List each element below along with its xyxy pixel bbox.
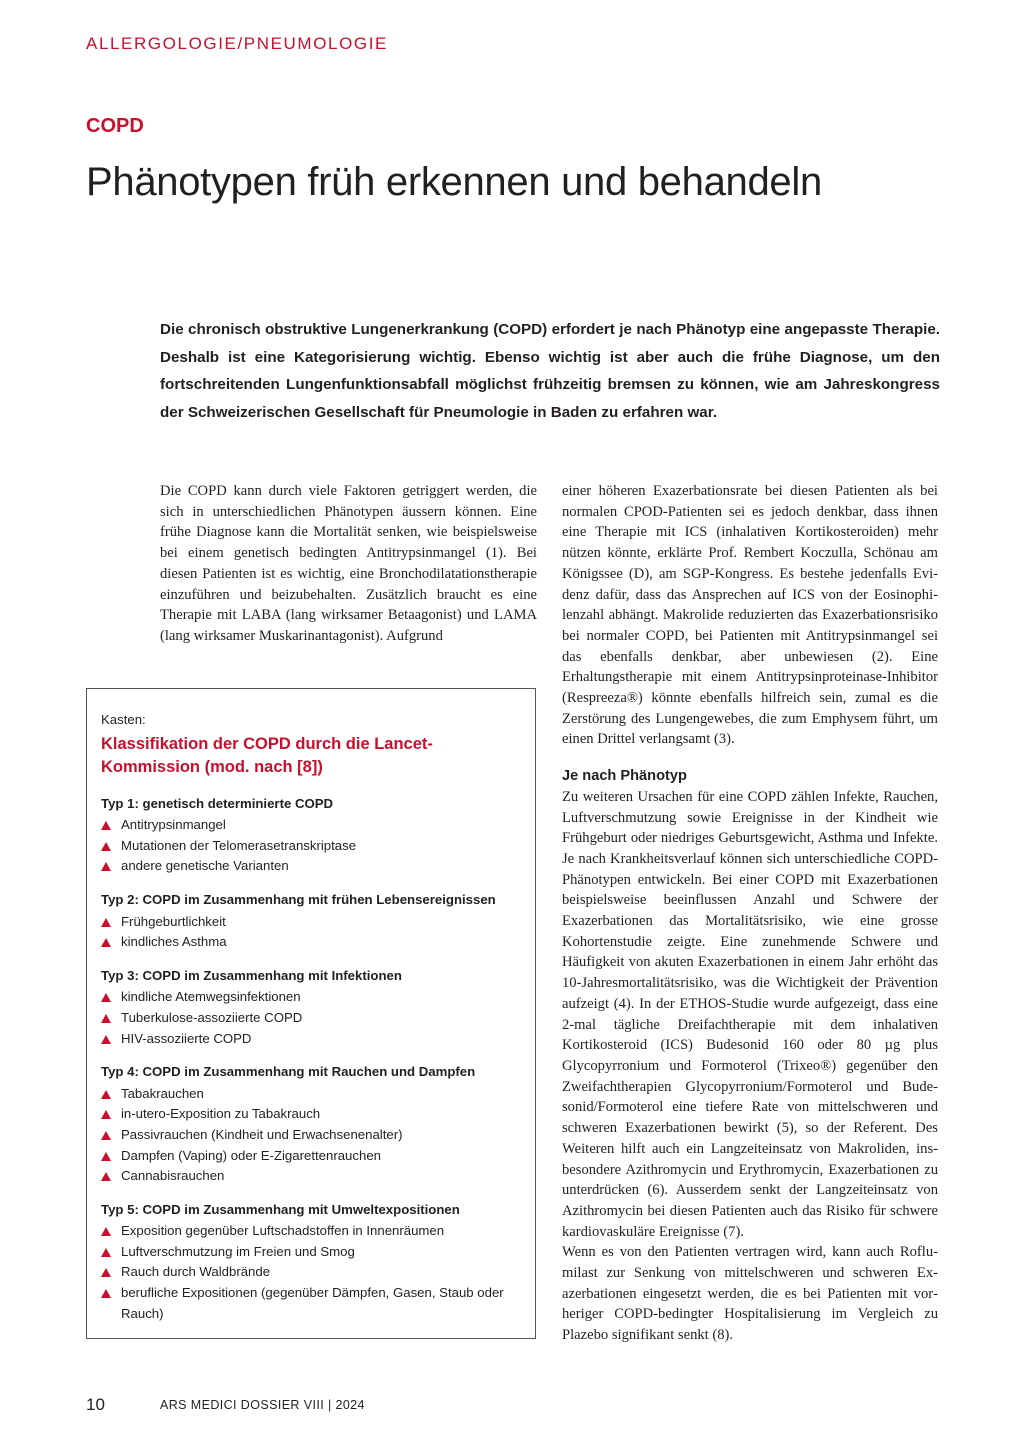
article-kicker: COPD xyxy=(86,115,144,137)
triangle-bullet-icon xyxy=(101,1014,111,1023)
triangle-bullet-icon xyxy=(101,1131,111,1140)
box-title: Klassifikation der COPD durch die Lancet-Kommission (mod. nach [8]) xyxy=(101,734,433,777)
list-item-text: in-utero-Exposition zu Tabakrauch xyxy=(121,1106,321,1122)
list-item xyxy=(101,932,521,953)
classification-group xyxy=(101,966,521,1049)
group-list xyxy=(101,987,521,1049)
classification-group xyxy=(101,794,521,877)
list-item-text: kindliche Atemwegsinfektionen xyxy=(121,989,301,1005)
body-column-1: Die COPD kann durch viele Faktoren getriggert werden, die sich in unterschiedlichen Phänotypen äussern können. Eine frühe Diagnose kann die Mortalität senken, wie beispielsweise bei einem genetisch bedingten Antitrypsinmangel (1). Bei diesen Patienten ist es wichtig, eine Bronchodilatationstherapie einzuführen und beizubehalten. Zusätzlich braucht es eine Therapie mit LABA (lang wirksamer Betaagonist) und LAMA (lang wirksamer Muskarinantagonist). Aufgrund xyxy=(160,483,537,644)
classification-group xyxy=(101,890,521,953)
classification-box xyxy=(86,688,536,1339)
list-item xyxy=(101,1104,521,1125)
list-item-text: Exposition gegenüber Luftschadstoffen in Innenräumen xyxy=(121,1223,445,1239)
triangle-bullet-icon xyxy=(101,918,111,927)
paragraph: Wenn es von den Patienten vertragen wird, kann auch Roflumilast zur Senkung von mittelschweren und schweren Exazerbationen eingesetzt werden, die es bei Patienten mit vorheriger COPD-bedingter Hospitalisierung im Vergleich zu Plazebo signifikant senkt (8). xyxy=(562,1244,938,1344)
group-list xyxy=(101,1084,521,1187)
triangle-bullet-icon xyxy=(101,1172,111,1181)
list-item-text: Cannabisrauchen xyxy=(121,1168,225,1184)
group-title: Typ 2: COPD im Zusammenhang mit frühen Lebensereignissen xyxy=(101,891,496,907)
list-item xyxy=(101,836,521,857)
list-item xyxy=(101,1221,521,1242)
list-item xyxy=(101,1262,521,1283)
triangle-bullet-icon xyxy=(101,1110,111,1119)
triangle-bullet-icon xyxy=(101,842,111,851)
list-item-text: HIV-assoziierte COPD xyxy=(121,1030,252,1046)
group-list xyxy=(101,1221,521,1324)
list-item xyxy=(101,912,521,933)
list-item-text: Antitrypsinmangel xyxy=(121,817,226,833)
list-item xyxy=(101,1166,521,1187)
triangle-bullet-icon xyxy=(101,993,111,1002)
page-title: Phänotypen früh erkennen und behandeln xyxy=(86,160,822,204)
list-item-text: Passivrauchen (Kindheit und Erwachsenenalter) xyxy=(121,1126,403,1142)
list-item-text: Dampfen (Vaping) oder E-Zigarettenrauchen xyxy=(121,1147,381,1163)
triangle-bullet-icon xyxy=(101,1090,111,1099)
group-title: Typ 4: COPD im Zusammenhang mit Rauchen und Dampfen xyxy=(101,1064,476,1080)
list-item-text: Frühgeburtlichkeit xyxy=(121,913,226,929)
list-item-text: Tabakrauchen xyxy=(121,1085,204,1101)
list-item xyxy=(101,1029,521,1050)
section-label: ALLERGOLOGIE/PNEUMOLOGIE xyxy=(86,34,388,53)
group-title: Typ 5: COPD im Zusammenhang mit Umweltexpositionen xyxy=(101,1201,460,1217)
list-item-text: kindliches Asthma xyxy=(121,934,227,950)
body-column-2 xyxy=(562,481,938,1346)
group-list xyxy=(101,912,521,953)
list-item xyxy=(101,1283,521,1324)
triangle-bullet-icon xyxy=(101,1035,111,1044)
triangle-bullet-icon xyxy=(101,1268,111,1277)
list-item-text: Tuberkulose-assoziierte COPD xyxy=(121,1009,303,1025)
box-label: Kasten: xyxy=(101,712,146,727)
list-item xyxy=(101,1242,521,1263)
list-item xyxy=(101,815,521,836)
group-title: Typ 3: COPD im Zusammenhang mit Infektionen xyxy=(101,967,402,983)
publication-info: ARS MEDICI DOSSIER VIII | 2024 xyxy=(160,1398,365,1412)
triangle-bullet-icon xyxy=(101,1227,111,1236)
paragraph: Zu weiteren Ursachen für eine COPD zählen Infekte, Rauchen, Luftverschmutzung sowie Ereignisse in der Kindheit wie Frühgeburt oder niedriges Geburtsgewicht, Asthma und Infekte. Je nach Krankheitsverlauf können sich unterschiedliche COPD-Phänotypen entwickeln. Bei einer COPD mit Exazerbationen beispielsweise beeinflussen Anzahl und Schwere der Exazerbationen das Mortalitätsrisiko, wie eine grosse Kohortenstudie zeigte. Eine zunehmende Schwere und Häufigkeit von akuten Exazerbationen in einem Jahr erhöht das 10-Jahresmortalitätsrisiko, was die Wichtigkeit der Prävention aufzeigt (4). In der ETHOS-Studie wurde aufgezeigt, dass eine 2-mal tägliche Dreifachtherapie mit dem inhalativen Kortikosteroid (ICS) Budesonid 160 oder 80 µg plus Glycopyrronium und Formoterol (Trixeo®) gegenüber den Zweifachtherapien Glycopyrronium/Formoterol und Budesonid/Formoterol eine tiefere Rate von mittelschweren und schweren Exazerbationen bewirkt (5), so der Referent. Des Weiteren hilft auch ein Langzeiteinsatz von Makroliden, insbesondere Azithromycin und Erythromycin, Exazerbationen zu unterdrücken (6). Ausserdem senkt der Langzeiteinsatz von Azithromycin bei diesen Patienten auch das Risiko für schwere kardiovaskuläre Ereignisse (7). xyxy=(562,788,938,1240)
lead-paragraph: Die chronisch obstruktive Lungenerkrankung (COPD) erfordert je nach Phänotyp eine angepasste Therapie. Deshalb ist eine Kategorisierung wichtig. Ebenso wichtig ist aber auch die frühe Diagnose, um den fortschreitenden Lungenfunktionsabfall möglichst frühzeitig bremsen zu können, wie am Jahreskongress der Schweizerischen Gesellschaft für Pneumologie in Baden zu erfahren war. xyxy=(160,321,940,421)
list-item-text: andere genetische Varianten xyxy=(121,858,289,874)
subheading: Je nach Phänotyp xyxy=(562,768,687,785)
group-title: Typ 1: genetisch determinierte COPD xyxy=(101,795,334,811)
list-item xyxy=(101,1146,521,1167)
triangle-bullet-icon xyxy=(101,1289,111,1298)
triangle-bullet-icon xyxy=(101,1248,111,1257)
list-item xyxy=(101,1125,521,1146)
classification-group xyxy=(101,1062,521,1187)
list-item-text: berufliche Expositionen (gegenüber Dämpfen, Gasen, Staub oder Rauch) xyxy=(121,1285,504,1321)
group-list xyxy=(101,815,521,877)
page-number: 10 xyxy=(86,1395,105,1414)
list-item-text: Rauch durch Waldbrände xyxy=(121,1264,271,1280)
list-item xyxy=(101,987,521,1008)
list-item xyxy=(101,1084,521,1105)
box-groups xyxy=(101,794,521,1325)
triangle-bullet-icon xyxy=(101,862,111,871)
list-item xyxy=(101,1008,521,1029)
list-item-text: Mutationen der Telomerasetranskriptase xyxy=(121,837,357,853)
triangle-bullet-icon xyxy=(101,1152,111,1161)
triangle-bullet-icon xyxy=(101,821,111,830)
paragraph: einer höheren Exazerbationsrate bei diesen Patienten als bei normalen CPOD-Patienten sei es jedoch denkbar, dass ihnen eine Therapie mit ICS (inhalativen Kortikosteroiden) mehr nützen könnte, erklärte Prof. Rembert Koczulla, Schönau am Königssee (D), am SGP-Kongress. Es bestehe jedenfalls Evidenz dafür, dass das Ansprechen auf ICS von der Eosinophilenzahl abhängt. Makrolide reduzierten das Exazerbationsrisiko bei normaler COPD, bei Patienten mit Antitrypsinmangel sei das ebenfalls denkbar, aber unbewiesen (2). Eine Erhaltungstherapie mit einem Antitrypsinproteinase-Inhibitor (Respreeza®) könnte ebenfalls hilfreich sein, zumal es die Zerstörung des Lungengewebes, die zum Emphysem führt, um einen Drittel verlangsamt (3). xyxy=(562,483,938,748)
list-item-text: Luftverschmutzung im Freien und Smog xyxy=(121,1243,355,1259)
list-item xyxy=(101,856,521,877)
classification-group xyxy=(101,1200,521,1325)
triangle-bullet-icon xyxy=(101,938,111,947)
